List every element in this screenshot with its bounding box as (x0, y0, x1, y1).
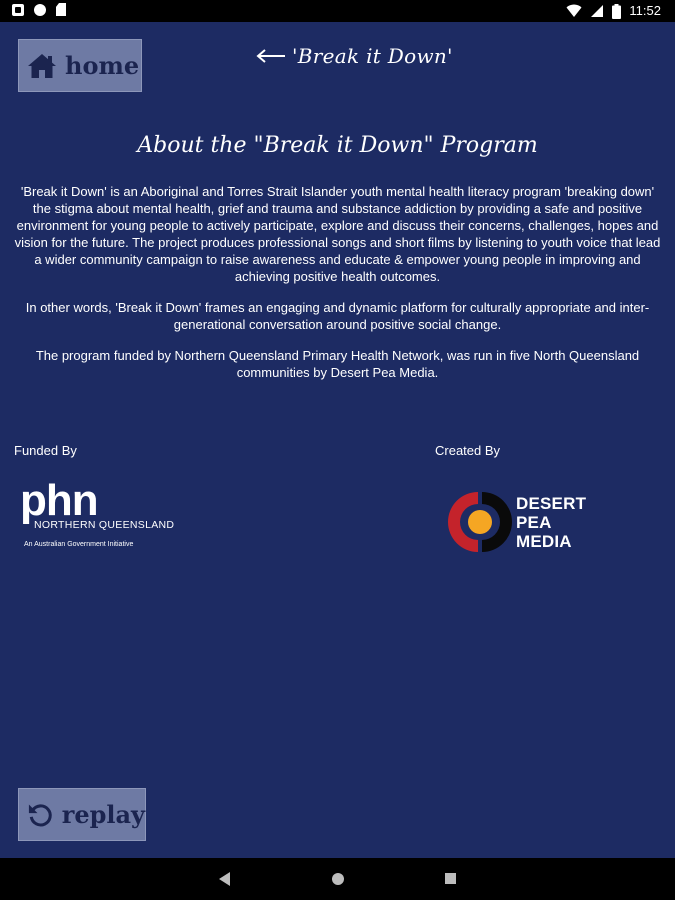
wifi-icon (566, 4, 582, 18)
dpm-logo-line: DESERT (516, 494, 587, 513)
back-link[interactable] (256, 44, 453, 68)
circle-notification-icon (34, 4, 46, 16)
description-paragraph: The program funded by Northern Queensland Primary Health Network, was run in five North Queensland communities by Desert Pea Media. (35, 348, 640, 380)
desert-pea-mark-icon (448, 488, 512, 556)
home-button[interactable] (18, 39, 142, 92)
battery-icon (612, 4, 621, 19)
description-paragraph: 'Break it Down' is an Aboriginal and Torres Strait Islander youth mental health literacy program 'breaking down' the stigma about mental health, grief and trauma and substance addiction by providing a safe and positive environment for young people to actively participate, explore and discuss their concerns, challenges, hopes and vision for the future. The project produces professional songs and short films by listening to youth voice that lead a wider community campaign to raise awareness and educate & empower young people in improving and achieving positive health outcomes. (14, 184, 661, 284)
dpm-logo-line: PEA (516, 513, 552, 532)
status-bar (0, 0, 675, 22)
nav-back-icon[interactable] (219, 872, 230, 886)
left-arrow-icon (256, 49, 286, 63)
dpm-logo-line: MEDIA (516, 532, 572, 551)
funded-by-label: Funded By (14, 443, 77, 458)
phn-logo-tagline: An Australian Government Initiative (24, 541, 134, 548)
sd-card-icon (56, 3, 66, 16)
description-paragraph: In other words, 'Break it Down' frames an engaging and dynamic platform for culturally appropriate and inter-generational conversation around positive social change. (25, 300, 650, 332)
replay-button[interactable] (18, 788, 146, 841)
app-notification-icon (12, 4, 24, 16)
phn-logo-word: phn (20, 476, 98, 525)
phn-logo-region: NORTHERN QUEENSLAND (34, 519, 175, 531)
desert-pea-media-logo (448, 488, 598, 558)
status-time: 11:52 (629, 3, 661, 18)
page-title: About the "Break it Down" Program (137, 133, 538, 158)
home-button-label: home (65, 51, 140, 80)
status-bar-system (566, 2, 661, 20)
back-link-label: 'Break it Down' (292, 44, 453, 68)
replay-icon (27, 801, 54, 829)
nav-home-icon[interactable] (332, 873, 344, 885)
replay-button-label: replay (61, 800, 145, 829)
dpm-logo-text (516, 494, 586, 551)
signal-icon (590, 4, 604, 18)
navigation-bar (0, 858, 675, 900)
phn-logo (20, 476, 185, 557)
house-icon (27, 53, 57, 79)
nav-recents-icon[interactable] (445, 873, 456, 884)
program-description (12, 183, 663, 395)
status-bar-notifications (12, 3, 66, 16)
created-by-label: Created By (435, 443, 501, 458)
